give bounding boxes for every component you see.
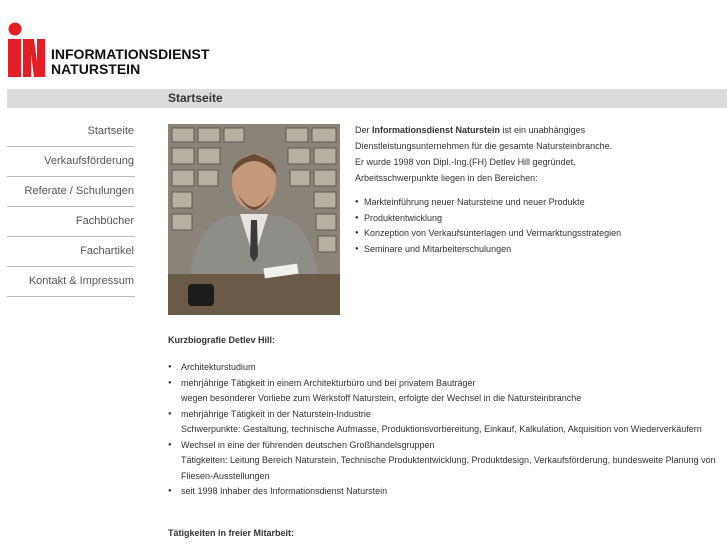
page-title: Startseite [168,91,223,105]
bio-item-detail: Schwerpunkte: Gestaltung, technische Aufmasse, Produktionsvorbereitung, Einkauf, Kalkulation, Akquisition von Wiederverkäufern [181,424,702,434]
nav-item-verkaufsfoerderung[interactable]: Verkaufsförderung [7,147,135,177]
nav-item-startseite[interactable]: Startseite [7,117,135,147]
bio-item-main: Wechsel in eine der führenden deutschen Großhandelsgruppen [181,439,435,450]
intro-line1 [355,122,725,138]
logo-line1: INFORMATIONSDIENST [51,46,210,62]
list-item [168,407,723,438]
list-item [168,438,723,485]
bio-item-main: Architekturstudium [181,362,256,372]
intro-company-name: Informationsdienst Naturstein [372,125,501,135]
portrait-photo [168,124,340,315]
intro-line3: Er wurde 1998 von Dipl.-Ing.(FH) Detlev Hill gegründet. [355,157,576,167]
bio-heading: Kurzbiografie Detlev Hill: [168,335,276,345]
list-item: ● Markteinführung neuer Natursteine und neuer Produkte [355,195,725,211]
bio-list [168,360,723,500]
title-bar [7,89,727,108]
logo-text [51,47,209,77]
bio-item-main: mehrjährige Tätigkeit in der Naturstein-Industrie [181,408,371,419]
intro-line2: Dienstleistungsunternehmen für die gesamte Natursteinbranche. [355,141,613,151]
list-item: ● Seminare und Mitarbeiterschulungen [355,242,725,258]
sidebar-nav [7,117,135,297]
intro-suffix: ist ein unabhängiges [500,125,586,135]
logo-line2: NATURSTEIN [51,61,141,77]
bio-item-main: mehrjährige Tätigkeit in einem Architekturbüro und bei privatem Bauträger [181,377,476,388]
nav-item-fachbuecher[interactable]: Fachbücher [7,207,135,237]
nav-item-kontakt-impressum[interactable]: Kontakt & Impressum [7,267,135,297]
list-item: ● Konzeption von Verkaufsunterlagen und Vermarktungsstrategien [355,226,725,242]
intro-prefix: Der [355,125,373,135]
bio-item-detail: Tätigkeiten: Leitung Bereich Naturstein, Technische Produktentwicklung, Produktdesign, Verkaufsförderung, bundesweite Planung von Fliesen-Ausstellungen [181,455,716,481]
nav-item-referate-schulungen[interactable]: Referate / Schulungen [7,177,135,207]
nav-item-fachartikel[interactable]: Fachartikel [7,237,135,267]
bio-item-detail: wegen besonderer Vorliebe zum Werkstoff Naturstein, erfolgte der Wechsel in die Natursteinbranche [181,393,582,403]
logo[interactable] [7,22,210,80]
intro-line4: Arbeitsschwerpunkte liegen in den Bereichen: [355,173,538,183]
list-item [168,484,723,500]
list-item: ● Produktentwicklung [355,211,725,227]
logo-mark-icon [7,22,45,77]
focus-list [355,195,725,257]
free-work-heading: Tätigkeiten in freier Mitarbeit: [168,528,295,538]
intro-text [355,122,725,257]
list-item [168,360,723,376]
list-item [168,376,723,407]
bio-item-main: seit 1998 Inhaber des Informationsdienst Naturstein [181,486,388,496]
